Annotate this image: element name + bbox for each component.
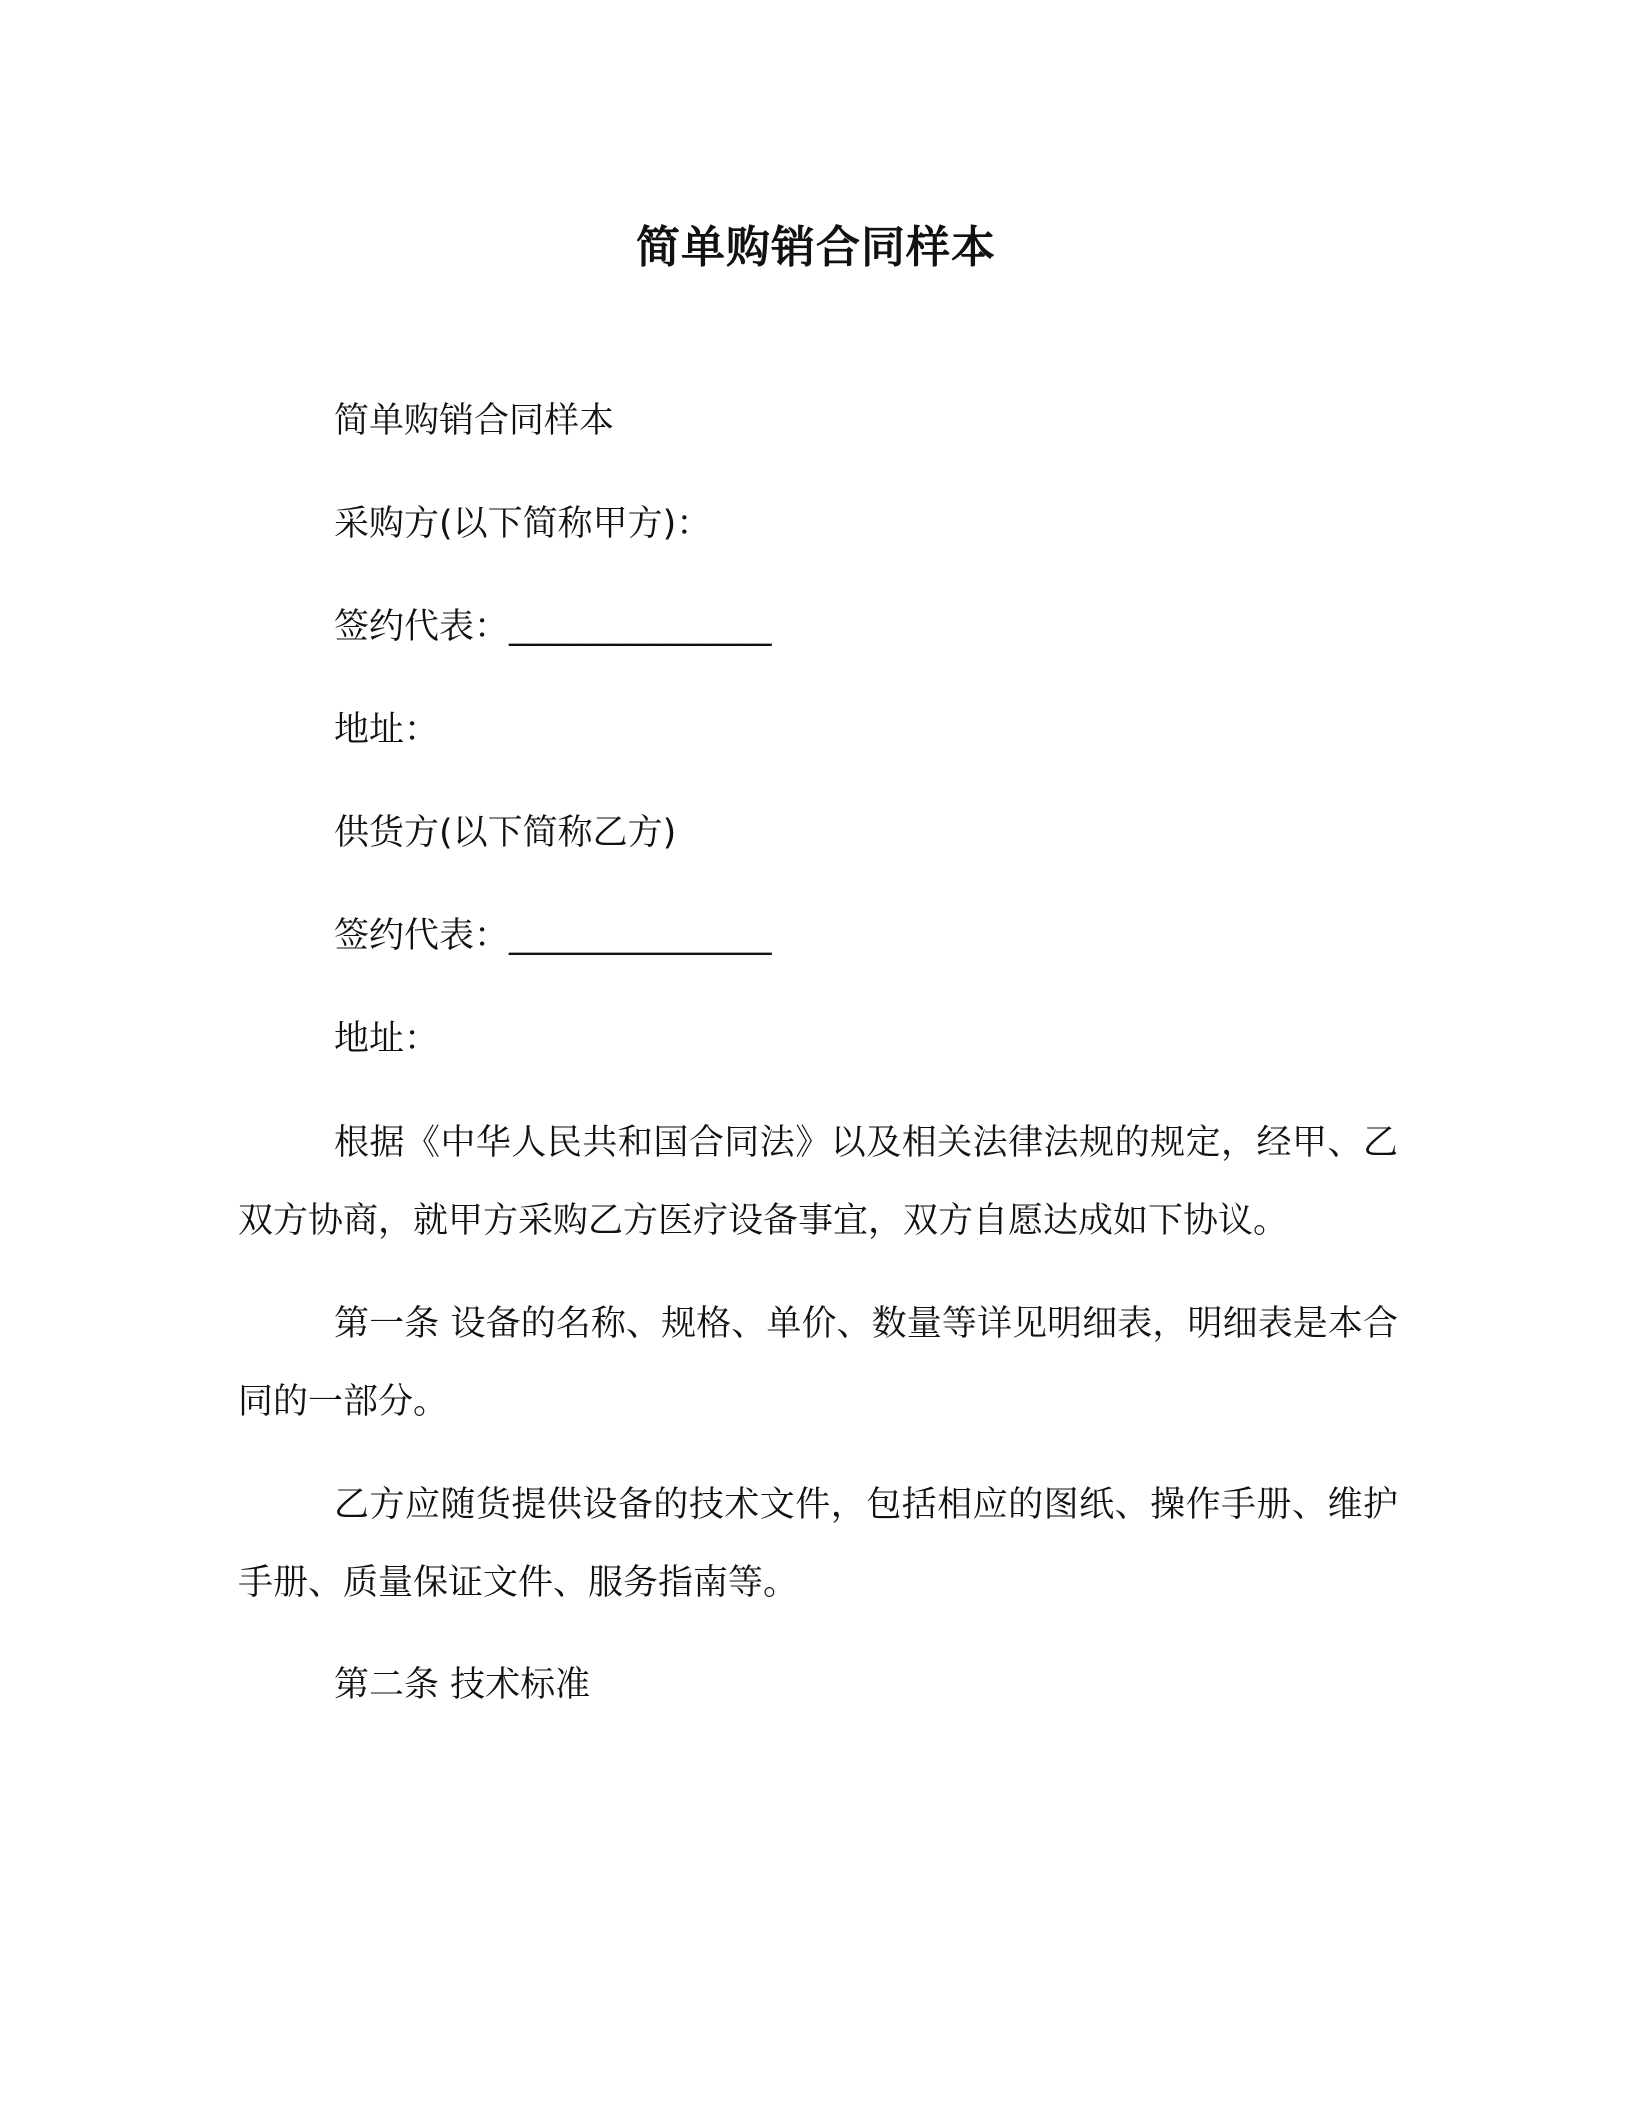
article-two-heading: 第二条 技术标准 [334, 1665, 591, 1705]
purchaser-line: 采购方(以下简称甲方)： [334, 504, 712, 544]
purchaser-representative-line: 签约代表：_______________ [334, 607, 772, 647]
supplier-line: 供货方(以下简称乙方) [334, 813, 677, 853]
document-title: 简单购销合同样本 [636, 222, 996, 273]
technical-documents-paragraph: 乙方应随货提供设备的技术文件，包括相应的图纸、操作手册、维护手册、质量保证文件、服务指南等。 [238, 1485, 1398, 1603]
preamble-paragraph: 根据《中华人民共和国合同法》以及相关法律法规的规定，经甲、乙双方协商，就甲方采购乙方医疗设备事宜，双方自愿达成如下协议。 [238, 1123, 1398, 1241]
supplier-address-line: 地址： [334, 1019, 440, 1059]
article-one-paragraph: 第一条 设备的名称、规格、单价、数量等详见明细表，明细表是本合同的一部分。 [238, 1304, 1398, 1422]
subtitle-line: 简单购销合同样本 [334, 401, 615, 441]
supplier-representative-line: 签约代表：_______________ [334, 916, 772, 956]
purchaser-address-line: 地址： [334, 710, 440, 750]
